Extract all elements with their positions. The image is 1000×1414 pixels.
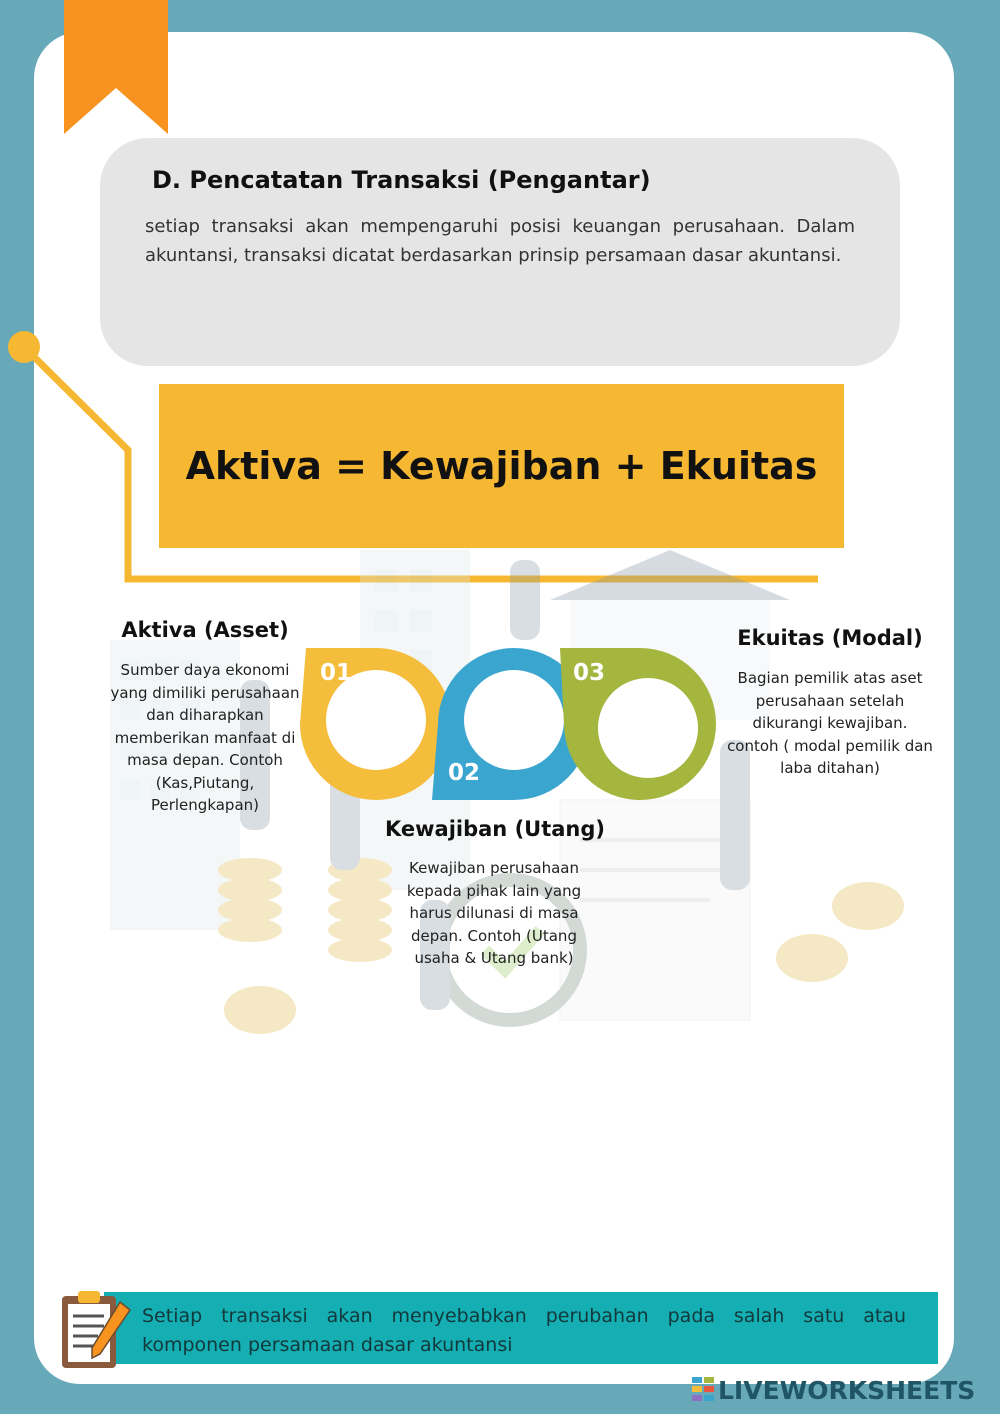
liveworksheets-wordmark: LIVEWORKSHEETS xyxy=(718,1375,976,1405)
aktiva-description: Sumber daya ekonomi yang dimiliki perusahaan dan diharapkan memberikan manfaat di masa depan. Contoh (Kas,Piutang, Perlengkapan) xyxy=(110,661,300,814)
section-title: D. Pencatatan Transaksi (Pengantar) xyxy=(152,166,651,194)
bubble-number-03: 03 xyxy=(573,660,606,686)
bookmark-ribbon-icon xyxy=(64,0,168,134)
ekuitas-title: Ekuitas (Modal) xyxy=(737,626,923,650)
liveworksheets-logo-icon xyxy=(692,1377,714,1403)
ekuitas-description: Bagian pemilik atas aset perusahaan setelah dikurangi kewajiban. contoh ( modal pemilik dan laba ditahan) xyxy=(727,669,933,777)
accounting-equation: Aktiva = Kewajiban + Ekuitas xyxy=(185,444,818,488)
liveworksheets-logo xyxy=(692,1374,975,1406)
clipboard-pencil-icon xyxy=(58,1288,134,1372)
component-bubbles xyxy=(300,648,720,800)
formula-box xyxy=(159,384,844,548)
kewajiban-description: Kewajiban perusahaan kepada pihak lain yang harus dilunasi di masa depan. Contoh (Utang usaha & Utang bank) xyxy=(406,859,582,967)
intro-paragraph: setiap transaksi akan mempengaruhi posisi keuangan perusahaan. Dalam akuntansi, transaksi dicatat berdasarkan prinsip persamaan dasar akuntansi. xyxy=(145,216,855,266)
aktiva-title: Aktiva (Asset) xyxy=(121,618,289,642)
coin-stack-icon xyxy=(218,858,392,962)
footer-note-text: Setiap transaksi akan menyebabkan perubahan pada salah satu atau komponen persamaan dasar akuntansi xyxy=(142,1305,906,1356)
kewajiban-title: Kewajiban (Utang) xyxy=(384,817,606,841)
bubble-number-02: 02 xyxy=(448,760,481,786)
bubble-number-01: 01 xyxy=(320,660,353,686)
